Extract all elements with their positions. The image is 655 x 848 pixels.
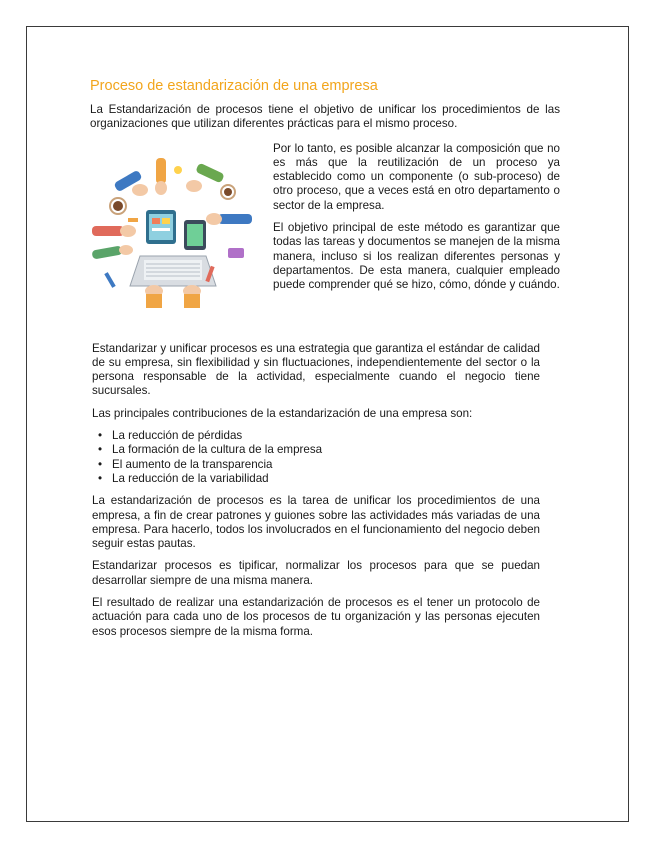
list-item: • El aumento de la transparencia xyxy=(98,457,273,471)
closing-paragraph: El resultado de realizar una estandarización de procesos es el tener un protocolo de actuación para cada uno de los procesos de tu organización y las personas ejecuten esos procesos siempre de la misma forma. xyxy=(92,596,540,638)
bullet: • xyxy=(98,471,103,485)
side-paragraph: Por lo tanto, es posible alcanzar la composición que no es más que la reutilización de un proceso ya establecido como un componente (o sub-proceso) de otro proceso, que a veces está en otro departamento o sector de la empresa. xyxy=(273,141,560,212)
document-page xyxy=(26,26,629,822)
side-paragraph: El objetivo principal de este método es garantizar que todas las tareas y documentos se manejen de la misma manera, incluso si los realizan diferentes personas y departamentos. De esta manera, cualquier empleado puede comprender qué se hizo, cómo, dónde y cuándo. xyxy=(273,221,560,292)
page-content xyxy=(90,77,560,647)
teamwork-illustration xyxy=(88,148,256,308)
bullet: • xyxy=(98,443,103,457)
standardize-paragraph: Estandarizar y unificar procesos es una estrategia que garantiza el estándar de calidad de su empresa, sin flexibilidad y sin fluctuaciones, independientemente del sector o la persona responsable de la actividad, especialmente cuando el negocio tiene sucursales. xyxy=(92,341,540,398)
list-item: • La reducción de la variabilidad xyxy=(98,471,269,485)
contributions-list xyxy=(92,429,540,486)
list-item: • La reducción de pérdidas xyxy=(98,429,243,443)
closing-paragraph: La estandarización de procesos es la tarea de unificar los procedimientos de una empresa, a fin de crear patrones y guiones sobre las actividades más variadas de una empresa. Para hacerlo, todos los involucrados en el funcionamiento del negocio deben seguir estas pautas. xyxy=(92,494,540,551)
side-text-column xyxy=(273,142,560,301)
list-item: • La formación de la cultura de la empresa xyxy=(98,443,323,457)
intro-paragraph: La Estandarización de procesos tiene el objetivo de unificar los procedimientos de las organizaciones que utilizan diferentes prácticas para el mismo proceso. xyxy=(90,103,560,131)
document-title: Proceso de estandarización de una empresa xyxy=(90,78,378,94)
illustrated-section xyxy=(90,142,560,332)
bullet: • xyxy=(98,429,103,443)
contributions-intro: Las principales contribuciones de la estandarización de una empresa son: xyxy=(92,406,473,420)
body-block xyxy=(92,342,540,639)
closing-paragraph: Estandarizar procesos es tipificar, normalizar los procesos para que se puedan desarrollar siempre de una misma manera. xyxy=(92,559,540,587)
bullet: • xyxy=(98,457,103,471)
